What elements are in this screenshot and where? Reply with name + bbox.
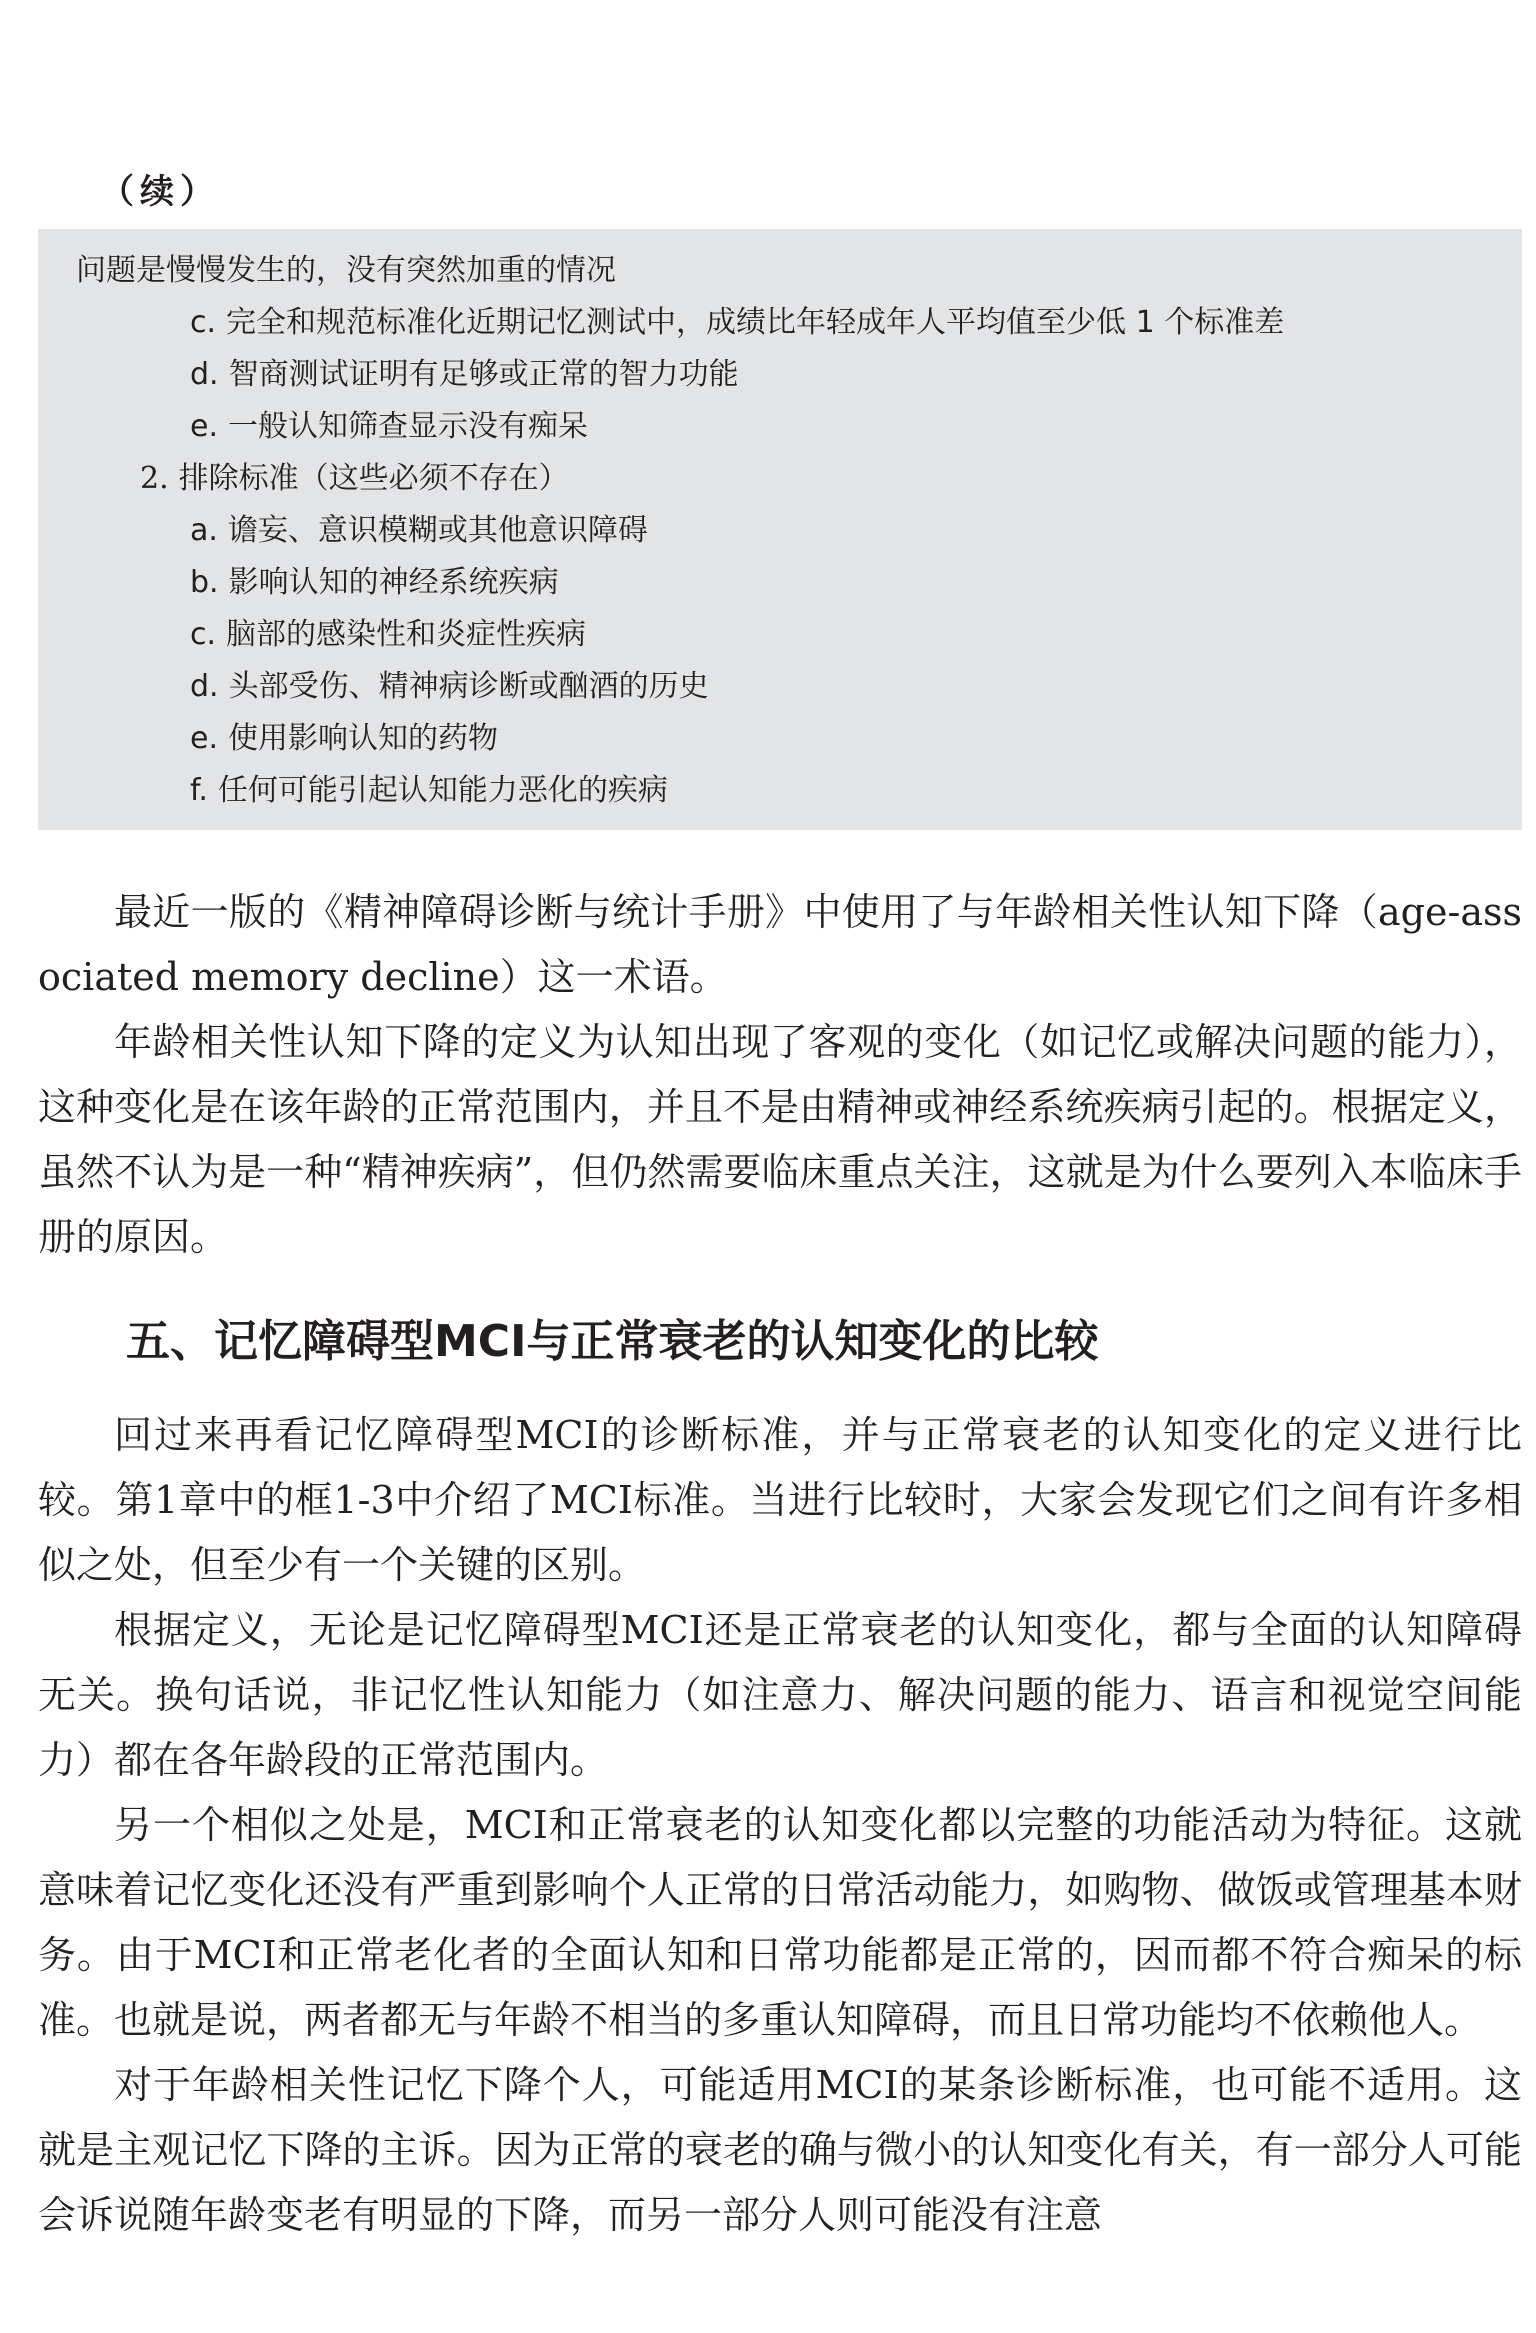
criteria-box — [38, 229, 1522, 830]
criteria-line — [38, 297, 1522, 349]
criteria-text: 脑部的感染性和炎症性疾病 — [226, 617, 587, 652]
criteria-line — [38, 713, 1522, 765]
criteria-text: 智商测试证明有足够或正常的智力功能 — [228, 357, 739, 392]
criteria-line — [38, 401, 1522, 453]
criteria-marker: c. — [190, 617, 217, 652]
criteria-text: 排除标准（这些必须不存在） — [178, 461, 569, 496]
criteria-marker: e. — [190, 409, 218, 444]
body-paragraph: 年龄相关性认知下降的定义为认知出现了客观的变化（如记忆或解决问题的能力），这种变化是在该年龄的正常范围内，并且不是由精神或神经系统疾病引起的。根据定义，虽然不认为是一种“精神疾病”，但仍然需要临床重点关注，这就是为什么要列入本临床手册的原因。 — [38, 1020, 1522, 1259]
criteria-marker: f. — [190, 773, 208, 808]
body-paragraph: 回过来再看记忆障碍型MCI的诊断标准，并与正常衰老的认知变化的定义进行比较。第1章中的框1-3中介绍了MCI标准。当进行比较时，大家会发现它们之间有许多相似之处，但至少有一个关键的区别。 — [38, 1413, 1522, 1587]
criteria-text: 头部受伤、精神病诊断或酗酒的历史 — [228, 669, 709, 704]
criteria-text: 任何可能引起认知能力恶化的疾病 — [217, 773, 668, 808]
criteria-line — [38, 557, 1522, 609]
criteria-text: 使用影响认知的药物 — [228, 721, 498, 756]
body-paragraph: 对于年龄相关性记忆下降个人，可能适用MCI的某条诊断标准，也可能不适用。这就是主观记忆下降的主诉。因为正常的衰老的确与微小的认知变化有关，有一部分人可能会诉说随年龄变老有明显的下降，而另一部分人则可能没有注意 — [38, 2063, 1522, 2237]
body-paragraph: 另一个相似之处是，MCI和正常衰老的认知变化都以完整的功能活动为特征。这就意味着记忆变化还没有严重到影响个人正常的日常活动能力，如购物、做饭或管理基本财务。由于MCI和正常老化者的全面认知和日常功能都是正常的，因而都不符合痴呆的标准。也就是说，两者都无与年龄不相当的多重认知障碍，而且日常功能均不依赖他人。 — [38, 1803, 1522, 2042]
criteria-text: 完全和规范标准化近期记忆测试中，成绩比年轻成年人平均值至少低 1 个标准差 — [226, 305, 1285, 340]
criteria-line — [38, 349, 1522, 401]
body-text-before-heading — [38, 880, 1522, 1270]
criteria-line — [38, 453, 1522, 505]
criteria-line — [38, 505, 1522, 557]
criteria-marker: d. — [190, 669, 219, 704]
body-paragraph: 根据定义，无论是记忆障碍型MCI还是正常衰老的认知变化，都与全面的认知障碍无关。换句话说，非记忆性认知能力（如注意力、解决问题的能力、语言和视觉空间能力）都在各年龄段的正常范围内。 — [38, 1608, 1522, 1782]
criteria-line — [38, 245, 1522, 297]
criteria-marker: a. — [190, 513, 218, 548]
criteria-line — [38, 765, 1522, 817]
criteria-marker: 2. — [140, 461, 169, 496]
criteria-line — [38, 661, 1522, 713]
body-paragraph: 最近一版的《精神障碍诊断与统计手册》中使用了与年龄相关性认知下降（age-associated memory decline）这一术语。 — [38, 890, 1522, 999]
criteria-text: 一般认知筛查显示没有痴呆 — [228, 409, 588, 444]
criteria-text: 谵妄、意识模糊或其他意识障碍 — [227, 513, 648, 548]
section-heading: 五、记忆障碍型MCI与正常衰老的认知变化的比较 — [126, 1316, 1099, 1367]
continuation-label: （续） — [100, 172, 220, 212]
criteria-marker: b. — [190, 565, 219, 600]
criteria-text: 问题是慢慢发生的，没有突然加重的情况 — [76, 253, 616, 288]
criteria-marker: d. — [190, 357, 219, 392]
criteria-marker: e. — [190, 721, 218, 756]
body-text-after-heading — [38, 1403, 1522, 2248]
criteria-text: 影响认知的神经系统疾病 — [228, 565, 559, 600]
criteria-marker: c. — [190, 305, 217, 340]
criteria-line — [38, 609, 1522, 661]
